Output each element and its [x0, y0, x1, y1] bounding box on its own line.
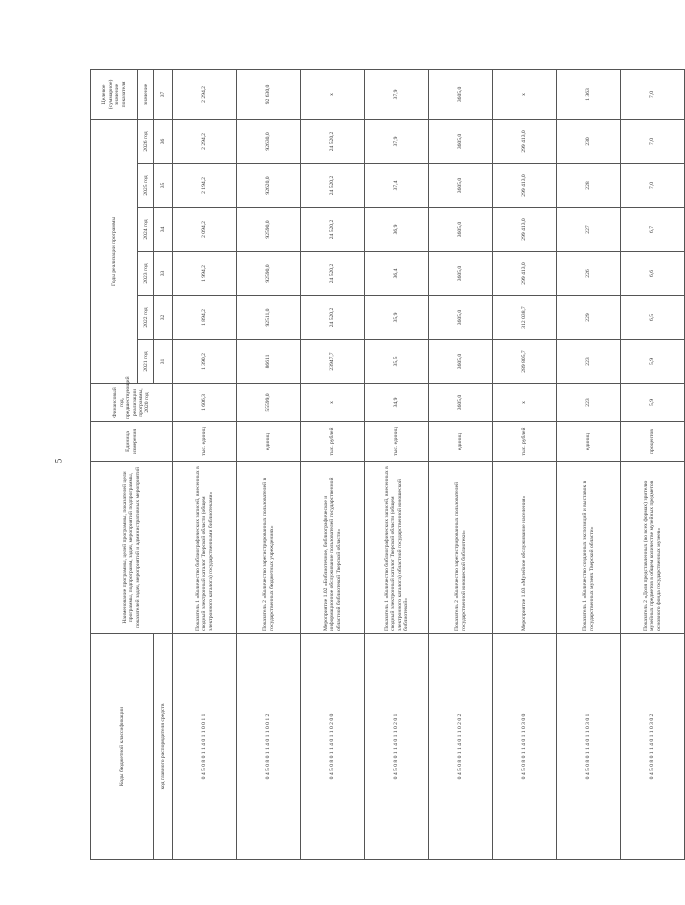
row-name: Показатель 1 «Количество библиографических записей, внесенных в сводный электронный каталог Тверской области (общем электронного каталога) государственными библиотеками» — [173, 462, 237, 634]
col-num-31: 31 — [154, 340, 173, 384]
rotated-table-sheet — [90, 70, 682, 860]
row-year-value: 230 — [557, 119, 621, 163]
row-year-value: 37,4 — [365, 164, 429, 208]
row-unit: тыс. рублей — [301, 422, 365, 462]
table-row — [429, 69, 493, 859]
codes-header: Коды бюджетной классификации — [91, 634, 154, 860]
table-row — [621, 69, 685, 859]
row-year-value: 7,0 — [621, 119, 685, 163]
year-2022: 2022 год — [138, 296, 154, 340]
col-num-33: 33 — [154, 252, 173, 296]
target-header: Целевое (суммарное) значение показателя — [91, 69, 138, 119]
row-year-value: 3605,0 — [429, 340, 493, 384]
row-year-value: 92620,0 — [237, 164, 301, 208]
row-fin-year: 3605,0 — [429, 384, 493, 422]
row-year-value: 92590,0 — [237, 252, 301, 296]
row-year-value: 35,5 — [365, 340, 429, 384]
row-year-value: 289 805,7 — [493, 340, 557, 384]
row-target: 92 630,0 — [237, 69, 301, 119]
table-row — [493, 69, 557, 859]
row-year-value: 3605,0 — [429, 208, 493, 252]
table-row — [301, 69, 365, 859]
row-year-value: 7,0 — [621, 164, 685, 208]
year-2026: 2026 год — [138, 119, 154, 163]
table-body — [173, 69, 685, 859]
row-year-value: 223 — [557, 340, 621, 384]
row-year-value: 3605,0 — [429, 296, 493, 340]
row-year-value: 6,7 — [621, 208, 685, 252]
row-year-value: 2 194,2 — [173, 164, 237, 208]
row-year-value: 229 — [557, 296, 621, 340]
row-year-value: 2 294,2 — [173, 119, 237, 163]
year-2025: 2025 год — [138, 164, 154, 208]
row-codes: 0 4 5 0 8 0 1 1 4 0 1 1 0 3 0 0 — [493, 634, 557, 860]
row-unit: единиц — [237, 422, 301, 462]
row-year-value: 227 — [557, 208, 621, 252]
row-codes: 0 4 5 0 8 0 1 1 4 0 1 1 0 2 0 0 — [301, 634, 365, 860]
row-year-value: 24 520,2 — [301, 119, 365, 163]
row-unit: процентов — [621, 422, 685, 462]
table-row — [365, 69, 429, 859]
row-fin-year: 1 606,3 — [173, 384, 237, 422]
row-year-value: 228 — [557, 164, 621, 208]
unit-header: Единица измерения — [91, 422, 173, 462]
program-table — [90, 69, 685, 860]
row-year-value: 6,5 — [621, 296, 685, 340]
table-row — [173, 69, 237, 859]
target-value-header: значение — [138, 69, 154, 119]
row-year-value: 312 038,7 — [493, 296, 557, 340]
row-codes: 0 4 5 0 8 0 1 1 4 0 1 1 0 0 1 1 — [173, 634, 237, 860]
row-target: 3605,0 — [429, 69, 493, 119]
row-codes: 0 4 5 0 8 0 1 1 4 0 1 1 0 2 0 2 — [429, 634, 493, 860]
fin-year-header: Финансовый год, предшествующий реализации программы, 2020 год — [91, 384, 173, 422]
col-num-37: 37 — [154, 69, 173, 119]
row-year-value: 299 413,0 — [493, 164, 557, 208]
row-year-value: 299 413,0 — [493, 119, 557, 163]
years-header: Годы реализации программы — [91, 119, 138, 383]
row-name: Показатель 2 «Количество зарегистрированных пользователей государственной юношеской библиотеки» — [429, 462, 493, 634]
row-fin-year: x — [301, 384, 365, 422]
row-year-value: 24 520,2 — [301, 208, 365, 252]
row-year-value: 92590,0 — [237, 208, 301, 252]
row-target: x — [301, 69, 365, 119]
row-name: Показатель 2 «Доля представленных (во всех формах) зрителю музейных предметов в общем количестве музейных предметов основного фонда государственных музеев» — [621, 462, 685, 634]
row-unit: единиц — [557, 422, 621, 462]
row-codes: 0 4 5 0 8 0 1 1 4 0 1 1 0 3 0 1 — [557, 634, 621, 860]
row-year-value: 3605,0 — [429, 252, 493, 296]
row-year-value: 24 520,2 — [301, 164, 365, 208]
row-year-value: 5,9 — [621, 340, 685, 384]
row-target: 2 294,2 — [173, 69, 237, 119]
col-num-34: 34 — [154, 208, 173, 252]
page-number: 5 — [53, 458, 64, 464]
row-unit: тыс. рублей — [493, 422, 557, 462]
row-year-value: 35,9 — [365, 296, 429, 340]
row-fin-year: 223 — [557, 384, 621, 422]
row-name: Мероприятие 1.03 «Музейное обслуживание населения» — [493, 462, 557, 634]
row-unit: тыс. единиц — [365, 422, 429, 462]
row-name: Показатель 1 «Количество созданных экспозиций и выставок в государственных музеях Тверской области» — [557, 462, 621, 634]
row-year-value: 1 894,2 — [173, 296, 237, 340]
row-year-value: 36,4 — [365, 252, 429, 296]
row-year-value: 226 — [557, 252, 621, 296]
year-2024: 2024 год — [138, 208, 154, 252]
row-year-value: 299 413,0 — [493, 208, 557, 252]
row-year-value: 86611 — [237, 340, 301, 384]
row-target: x — [493, 69, 557, 119]
row-fin-year: x — [493, 384, 557, 422]
row-year-value: 37,9 — [365, 119, 429, 163]
row-year-value: 23947,7 — [301, 340, 365, 384]
col-num-35: 35 — [154, 164, 173, 208]
row-fin-year: 55599,0 — [237, 384, 301, 422]
row-codes: 0 4 5 0 8 0 1 1 4 0 1 1 0 3 0 2 — [621, 634, 685, 860]
budget-codes-subheader: код главного распорядителя средств — [154, 634, 173, 860]
row-name: Мероприятие 1.02 «Библиотечное, библиографическое и информационное обслуживание пользователей государственной областной библиотекой Тверской области» — [301, 462, 365, 634]
row-year-value: 299 413,0 — [493, 252, 557, 296]
col-num-36: 36 — [154, 119, 173, 163]
row-name: Показатель 1 «Количество библиографических записей, внесенных в сводный электронный каталог Тверской области (общем электронного каталога) областной государственной юношеской библиотекой» — [365, 462, 429, 634]
row-year-value: 1 994,2 — [173, 252, 237, 296]
table-row — [557, 69, 621, 859]
row-year-value: 2 094,2 — [173, 208, 237, 252]
name-header: Наименование программы, целей программы, показателей цели программы, подпрограмм, задач, мероприятий подпрограммы, показателей задач, мероприятий и административных мероприятий — [91, 462, 173, 634]
row-unit: единиц — [429, 422, 493, 462]
row-year-value: 1 390,2 — [173, 340, 237, 384]
row-year-value: 3605,0 — [429, 164, 493, 208]
year-2023: 2023 год — [138, 252, 154, 296]
table-row — [237, 69, 301, 859]
row-year-value: 36,9 — [365, 208, 429, 252]
row-target: 7,0 — [621, 69, 685, 119]
col-num-32: 32 — [154, 296, 173, 340]
row-codes: 0 4 5 0 8 0 1 1 4 0 1 1 0 2 0 1 — [365, 634, 429, 860]
row-target: 37,9 — [365, 69, 429, 119]
row-name: Показатель 2 «Количество зарегистрированных пользователей в государственных бюджетных учреждениях» — [237, 462, 301, 634]
row-fin-year: 34,9 — [365, 384, 429, 422]
row-year-value: 6,6 — [621, 252, 685, 296]
row-year-value: 24 520,2 — [301, 252, 365, 296]
row-fin-year: 5,9 — [621, 384, 685, 422]
row-year-value: 92511,0 — [237, 296, 301, 340]
row-year-value: 92630,0 — [237, 119, 301, 163]
row-codes: 0 4 5 0 8 0 1 1 4 0 1 1 0 0 1 2 — [237, 634, 301, 860]
row-year-value: 3605,0 — [429, 119, 493, 163]
year-2021: 2021 год — [138, 340, 154, 384]
row-unit: тыс. единиц — [173, 422, 237, 462]
row-target: 1 363 — [557, 69, 621, 119]
row-year-value: 24 520,2 — [301, 296, 365, 340]
